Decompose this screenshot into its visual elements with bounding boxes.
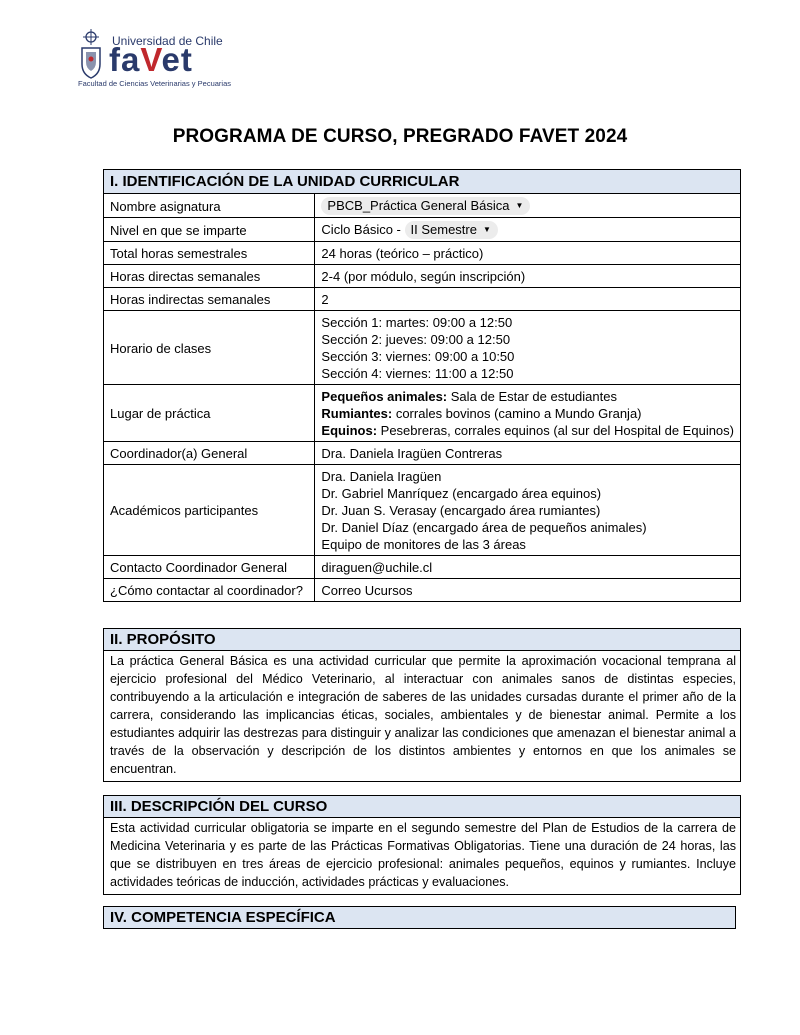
faculty-name: Facultad de Ciencias Veterinarias y Pecuarias (78, 79, 231, 88)
academic-line: Dr. Gabriel Manríquez (encargado área equinos) (321, 486, 602, 501)
purpose-section (103, 628, 741, 782)
chevron-down-icon: ▼ (482, 225, 491, 234)
purpose-heading: II. PROPÓSITO (104, 629, 740, 651)
direct-hours-value: 2-4 (por módulo, según inscripción) (315, 265, 741, 288)
academic-line: Dr. Juan S. Verasay (encargado área rumiantes) (321, 503, 601, 518)
schedule-cell (315, 311, 741, 385)
academics-label: Académicos participantes (104, 465, 315, 556)
location-cell (315, 385, 741, 442)
location-line (321, 422, 734, 439)
coordinator-label: Coordinador(a) General (104, 442, 315, 465)
level-prefix: Ciclo Básico - (321, 222, 401, 237)
semester-value: II Semestre (410, 222, 477, 237)
brand-part-v: V (140, 41, 162, 78)
university-name: Universidad de Chile (112, 34, 223, 48)
location-area: Rumiantes: (321, 406, 393, 421)
academic-line: Dra. Daniela Iragüen (321, 469, 442, 484)
table-row (104, 442, 741, 465)
identification-heading: I. IDENTIFICACIÓN DE LA UNIDAD CURRICULAR (104, 170, 741, 194)
competence-section (103, 906, 736, 929)
table-row (104, 556, 741, 579)
location-place: Sala de Estar de estudiantes (447, 389, 617, 404)
contact-label: Contacto Coordinador General (104, 556, 315, 579)
description-body: Esta actividad curricular obligatoria se imparte en el segundo semestre del Plan de Estudios de la carrera de Medicina Veterinaria y es parte de las Prácticas Formativas Obligatorias. Tiene una duración de 24 horas, las que se distribuyen en tres áreas de ejercicio profesional: animales pequeños, equinos y rumiantes. Incluye actividades teóricas de inducción, actividades prácticas y evaluaciones. (110, 821, 736, 889)
schedule-line: Sección 3: viernes: 09:00 a 10:50 (321, 349, 515, 364)
direct-hours-label: Horas directas semanales (104, 265, 315, 288)
favet-logo (78, 28, 238, 88)
academic-line: Dr. Daniel Díaz (encargado área de pequeños animales) (321, 520, 647, 535)
coordinator-value: Dra. Daniela Iragüen Contreras (315, 442, 741, 465)
how-to-contact-value: Correo Ucursos (315, 579, 741, 602)
description-heading: III. DESCRIPCIÓN DEL CURSO (104, 796, 740, 818)
brand-wordmark (109, 42, 193, 78)
page-title: PROGRAMA DE CURSO, PREGRADO FAVET 2024 (172, 126, 628, 147)
total-hours-label: Total horas semestrales (104, 242, 315, 265)
schedule-line: Sección 4: viernes: 11:00 a 12:50 (321, 366, 514, 381)
table-row (104, 242, 741, 265)
location-place: corrales bovinos (camino a Mundo Granja) (392, 406, 642, 421)
location-line (321, 405, 734, 422)
table-row (104, 218, 741, 242)
university-crest-icon (78, 28, 104, 80)
location-line (321, 388, 734, 405)
location-place: Pesebreras, corrales equinos (al sur del Hospital de Equinos) (377, 423, 734, 438)
semester-dropdown[interactable] (405, 221, 498, 239)
total-hours-value: 24 horas (teórico – práctico) (315, 242, 741, 265)
table-row (104, 311, 741, 385)
location-area: Pequeños animales: (321, 389, 448, 404)
location-label: Lugar de práctica (104, 385, 315, 442)
schedule-line: Sección 2: jueves: 09:00 a 12:50 (321, 332, 511, 347)
identification-table (103, 169, 741, 602)
competence-heading: IV. COMPETENCIA ESPECÍFICA (104, 907, 735, 928)
purpose-body: La práctica General Básica es una actividad curricular que permite la aproximación vocacional temprana al ejercicio profesional del Médico Veterinario, al interactuar con animales sanos de distintas especies, contribuyendo a la articulación e integración de saberes de las unidades cursadas durante el primer año de la carrera, considerando las implicancias éticas, sociales, ambientales y de bienestar animal. Permite a los estudiantes adquirir las destrezas para distinguir y analizar las condiciones que amenazan el bienestar animal a través de la observación y descripción de los distintos ambientes y entornos en que los animales se encuentran. (110, 654, 736, 776)
course-name-dropdown[interactable] (321, 197, 530, 215)
indirect-hours-label: Horas indirectas semanales (104, 288, 315, 311)
description-section (103, 795, 741, 895)
brand-part-b: et (161, 41, 193, 78)
level-cell (315, 218, 741, 242)
table-row (104, 265, 741, 288)
table-row (104, 579, 741, 602)
table-row (104, 288, 741, 311)
indirect-hours-value: 2 (315, 288, 741, 311)
table-row (104, 385, 741, 442)
chevron-down-icon: ▼ (515, 201, 524, 210)
table-row (104, 194, 741, 218)
location-area: Equinos: (321, 423, 378, 438)
brand-part-a: fa (109, 41, 141, 78)
schedule-line: Sección 1: martes: 09:00 a 12:50 (321, 315, 513, 330)
level-label: Nivel en que se imparte (104, 218, 315, 242)
academic-line: Equipo de monitores de las 3 áreas (321, 537, 526, 552)
course-name-value: PBCB_Práctica General Básica (327, 198, 510, 213)
identification-header-row (104, 170, 741, 194)
contact-email: diraguen@uchile.cl (315, 556, 741, 579)
how-to-contact-label: ¿Cómo contactar al coordinador? (104, 579, 315, 602)
course-name-label: Nombre asignatura (104, 194, 315, 218)
table-row (104, 465, 741, 556)
course-name-cell (315, 194, 741, 218)
schedule-label: Horario de clases (104, 311, 315, 385)
academics-cell (315, 465, 741, 556)
